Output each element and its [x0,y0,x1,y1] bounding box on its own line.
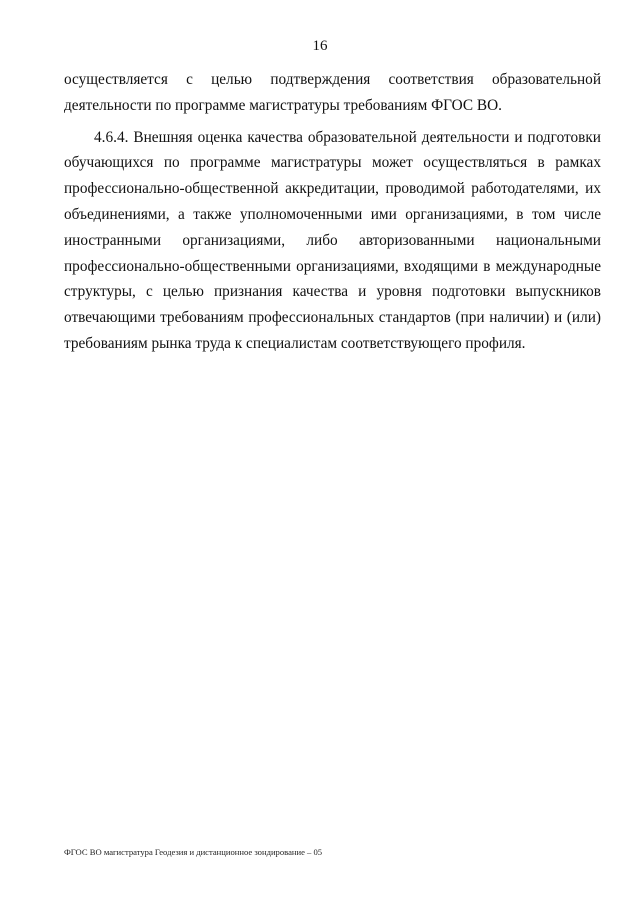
document-body [64,67,601,357]
paragraph-continuation: осуществляется с целью подтверждения соответствия образовательной деятельности по программе магистратуры требованиям ФГОС ВО. [64,71,601,114]
page-footer: ФГОС ВО магистратура Геодезия и дистанционное зондирование – 05 [64,847,323,857]
page-number: 16 [312,38,328,54]
paragraph-4-6-4: 4.6.4. Внешняя оценка качества образовательной деятельности и подготовки обучающихся по программе магистратуры может осуществляться в рамках профессионально-общественной аккредитации, проводимой работодателями, их объединениями, а также уполномоченными ими организациями, в том числе иностранными организациями, либо авторизованными национальными профессионально-общественными организациями, входящими в международные структуры, с целью признания качества и уровня подготовки выпускников отвечающими требованиям профессиональных стандартов (при наличии) и (или) требованиям рынка труда к специалистам соответствующего профиля. [64,128,601,352]
